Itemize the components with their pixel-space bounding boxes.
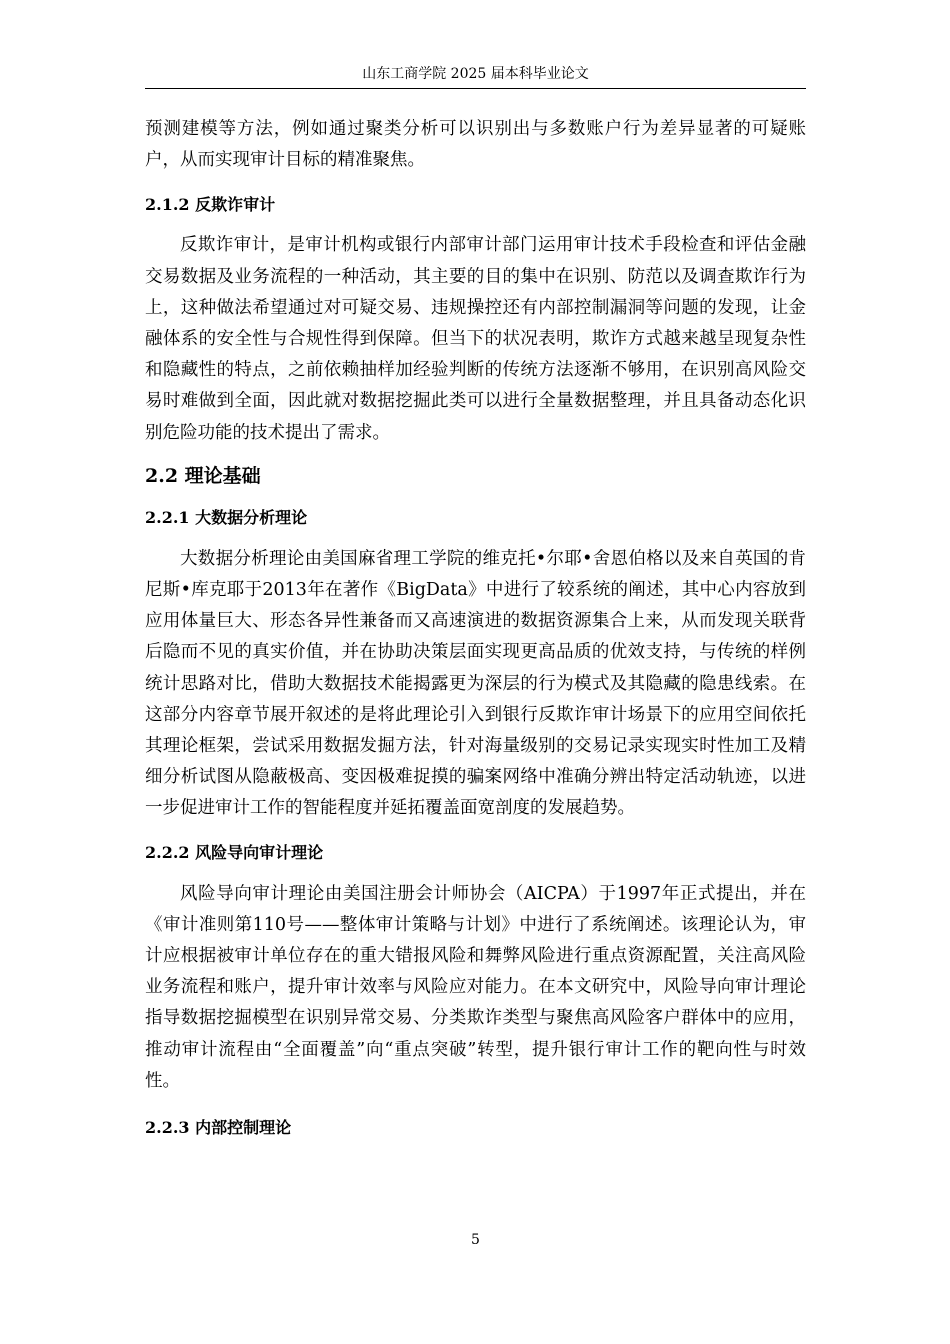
paragraph-risk-oriented-audit: 风险导向审计理论由美国注册会计师协会（AICPA）于1997年正式提出，并在《审计准则第110号——整体审计策略与计划》中进行了系统阐述。该理论认为，审计应根据被审计单位存在的重大错报风险和舞弊风险进行重点资源配置，关注高风险业务流程和账户，提升审计效率与风险应对能力。在本文研究中，风险导向审计理论指导数据挖掘模型在识别异常交易、分类欺诈类型与聚焦高风险客户群体中的应用，推动审计流程由“全面覆盖”向“重点突破”转型，提升银行审计工作的靶向性与时效性。 (145, 883, 806, 1091)
section-heading-2-2: 2.2 理论基础 (145, 464, 261, 487)
paragraph-anti-fraud-audit: 反欺诈审计，是审计机构或银行内部审计部门运用审计技术手段检查和评估金融交易数据及业务流程的一种活动，其主要的目的集中在识别、防范以及调查欺诈行为上，这种做法希望通过对可疑交易、违规操控还有内部控制漏洞等问题的发现，让金融体系的安全性与合规性得到保障。但当下的状况表明，欺诈方式越来越呈现复杂性和隐藏性的特点，之前依赖抽样加经验判断的传统方法逐渐不够用，在识别高风险交易时难做到全面，因此就对数据挖掘此类可以进行全量数据整理，并且具备动态化识别危险功能的技术提出了需求。 (145, 235, 806, 443)
page-number: 5 (471, 1232, 480, 1248)
section-heading-2-2-1: 2.2.1 大数据分析理论 (145, 507, 308, 527)
paragraph-big-data-theory: 大数据分析理论由美国麻省理工学院的维克托•尔耶•舍恩伯格以及来自英国的肯尼斯•库克耶于2013年在著作《BigData》中进行了较系统的阐述，其中心内容放到应用体量巨大、形态各异性兼备而又高速演进的数据资源集合上来，从而发现关联背后隐而不见的真实价值，并在协助决策层面实现更高品质的优效支持，与传统的样例统计思路对比，借助大数据技术能揭露更为深层的行为模式及其隐藏的隐患线索。在这部分内容章节展开叙述的是将此理论引入到银行反欺诈审计场景下的应用空间依托其理论框架，尝试采用数据发掘方法，针对海量级别的交易记录实现实时性加工及精细分析试图从隐蔽极高、变因极难捉摸的骗案网络中准确分辨出特定活动轨迹，以进一步促进审计工作的智能程度并延拓覆盖面宽剖度的发展趋势。 (145, 548, 806, 819)
header-rule (145, 88, 806, 89)
section-heading-2-2-3: 2.2.3 内部控制理论 (145, 1118, 292, 1138)
section-heading-2-2-2: 2.2.2 风险导向审计理论 (145, 842, 324, 862)
section-heading-2-1-2: 2.1.2 反欺诈审计 (145, 195, 276, 215)
paragraph-continued: 预测建模等方法，例如通过聚类分析可以识别出与多数账户行为差异显著的可疑账户，从而实现审计目标的精准聚焦。 (145, 119, 806, 171)
page-header: 山东工商学院 2025 届本科毕业论文 (362, 66, 589, 82)
main-content (145, 114, 806, 1140)
